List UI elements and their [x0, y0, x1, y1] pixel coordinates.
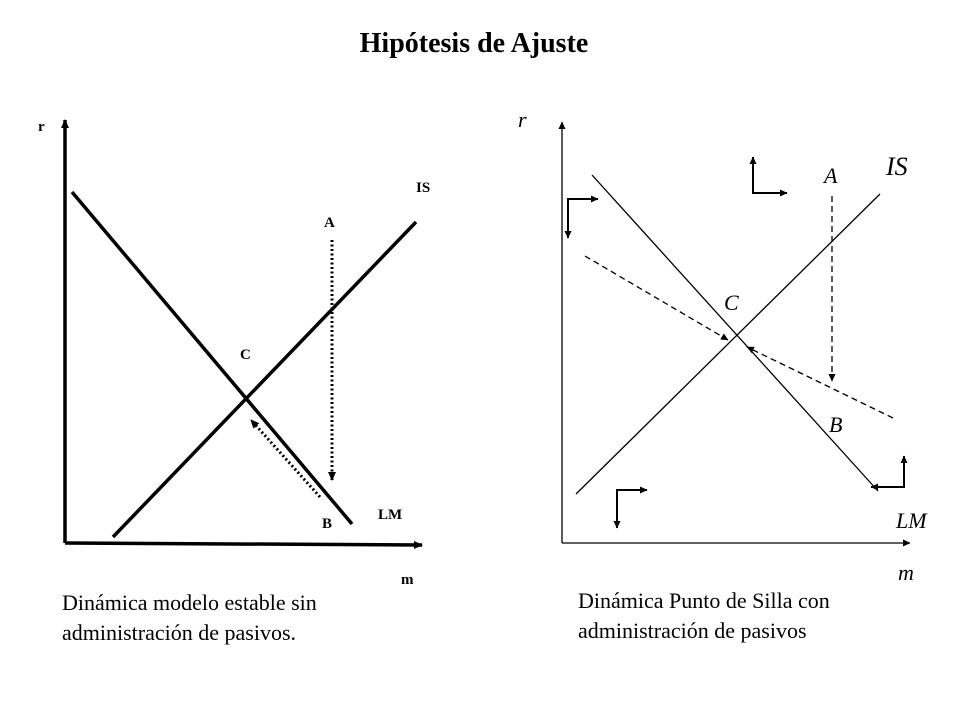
- right-caption-line-2: administración de pasivos: [578, 618, 807, 643]
- left-lm-curve: [72, 192, 352, 524]
- left-point-c-label: C: [240, 347, 251, 363]
- right-caption-line-1: Dinámica Punto de Silla con: [578, 588, 830, 613]
- left-x-axis: [65, 543, 422, 545]
- left-point-b-label: B: [322, 516, 333, 532]
- right-point-a-label: A: [824, 163, 838, 188]
- right-axis-y-label: r: [518, 107, 527, 132]
- left-point-a-label: A: [324, 215, 335, 231]
- left-caption-line-1: Dinámica modelo estable sin: [62, 590, 317, 615]
- right-axis-x-label: m: [898, 560, 914, 585]
- right-point-b-label: B: [829, 412, 843, 437]
- right-lm-label: LM: [896, 508, 927, 533]
- right-diagram: [518, 107, 928, 585]
- direction-arrows-upper-left: [568, 199, 598, 238]
- right-is-curve: [576, 194, 880, 494]
- left-is-label: IS: [416, 180, 431, 196]
- left-arrow-b-to-c: [251, 420, 320, 497]
- left-is-curve: [113, 222, 416, 537]
- direction-arrows-lower-left: [617, 490, 647, 528]
- page-title: Hipótesis de Ajuste: [359, 28, 589, 59]
- left-axis-y-label: r: [38, 119, 45, 135]
- right-lm-curve: [592, 175, 878, 491]
- left-diagram: [38, 119, 430, 588]
- left-axis-x-label: m: [401, 572, 414, 588]
- left-caption-line-2: administración de pasivos.: [62, 620, 297, 645]
- right-is-label: IS: [886, 152, 908, 181]
- right-point-c-label: C: [724, 290, 739, 315]
- right-caption: [578, 586, 830, 646]
- direction-arrows-upper-right: [753, 157, 787, 193]
- direction-arrows-lower-right: [871, 456, 904, 487]
- right-arrow-saddle-right: [747, 347, 893, 418]
- left-caption: [62, 588, 317, 648]
- left-lm-label: LM: [378, 507, 403, 523]
- right-arrow-saddle-left: [585, 256, 728, 340]
